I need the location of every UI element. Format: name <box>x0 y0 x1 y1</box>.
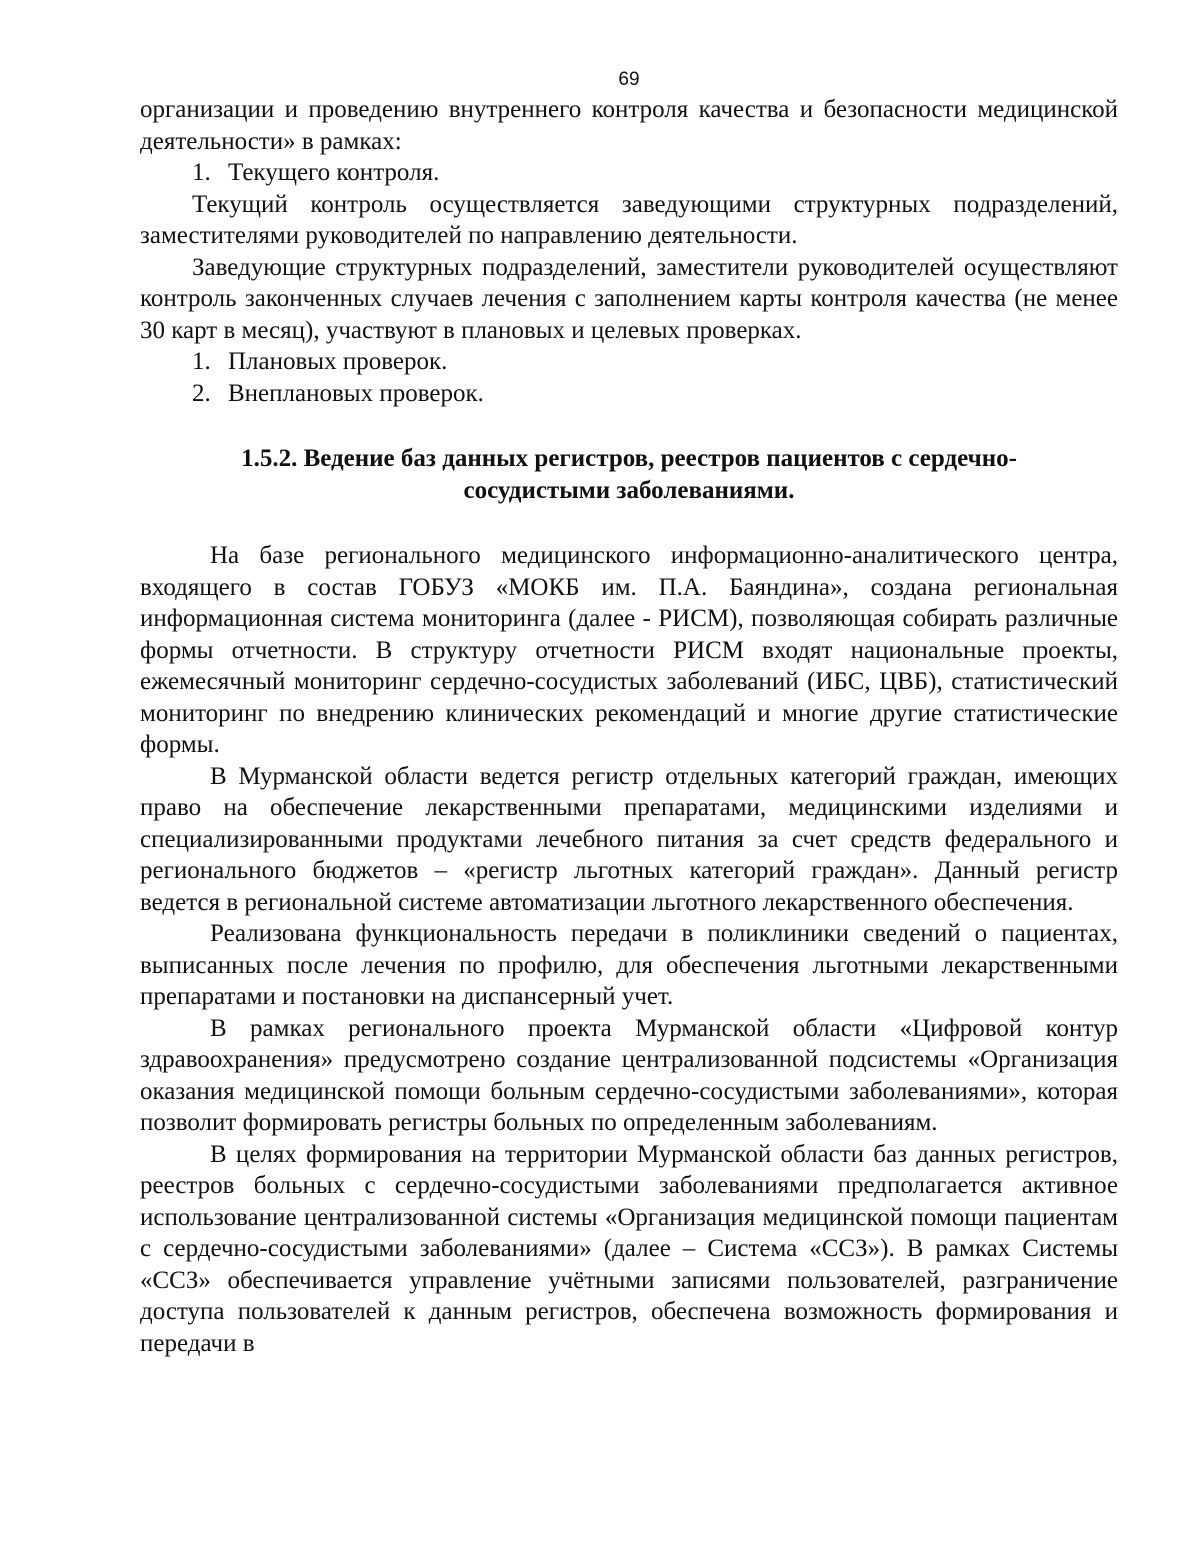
document-page <box>140 66 1118 1359</box>
list-item-text: Плановых проверок. <box>228 348 448 375</box>
section-heading: 1.5.2. Ведение баз данных регистров, реестров пациентов с сердечно-сосудистыми заболеваниями. <box>241 445 1017 504</box>
list-item <box>140 157 1118 189</box>
list-item-number: 1. <box>192 159 211 186</box>
paragraph-heads: Заведующие структурных подразделений, заместители руководителей осуществляют контроль законченных случаев лечения с заполнением карты контроля качества (не менее 30 карт в месяц), участвуют в плановых и целевых проверках. <box>140 253 1118 344</box>
body-paragraph: В Мурманской области ведется регистр отдельных категорий граждан, имеющих право на обеспечение лекарственными препаратами, медицинскими изделиями и специализированными продуктами лечебного питания за счет средств федерального и регионального бюджетов – «регистр льготных категорий граждан». Данный регистр ведется в региональной системе автоматизации льготного лекарственного обеспечения. <box>140 762 1118 916</box>
paragraph-current-control: Текущий контроль осуществляется заведующими структурных подразделений, заместителями руководителей по направлению деятельности. <box>140 190 1118 249</box>
body-paragraph: Реализована функциональность передачи в поликлиники сведений о пациентах, выписанных после лечения по профилю, для обеспечения льготными лекарственными препаратами и постановки на диспансерный учет. <box>140 920 1118 1010</box>
list-item-number: 2. <box>192 379 211 407</box>
list-item-text: Текущего контроля. <box>228 159 440 186</box>
list-item-text: Внеплановых проверок. <box>228 379 484 407</box>
list-item <box>140 378 1118 410</box>
intro-paragraph: организации и проведению внутреннего контроля качества и безопасности медицинской деятельности» в рамках: <box>140 96 1118 155</box>
list-item-number: 1. <box>192 348 211 375</box>
body-paragraph: В целях формирования на территории Мурманской области баз данных регистров, реестров больных с сердечно-сосудистыми заболеваниями предполагается активное использование централизованной системы «Организация медицинской помощи пациентам с сердечно-сосудистыми заболеваниями» (далее – Система «ССЗ»). В рамках Системы «ССЗ» обеспечивается управление учётными записями пользователей, разграничение доступа пользователей к данным регистров, обеспечена возможность формирования и передачи в <box>140 1140 1118 1357</box>
page-number: 69 <box>618 69 640 90</box>
body-paragraph: На базе регионального медицинского информационно-аналитического центра, входящего в состав ГОБУЗ «МОКБ им. П.А. Баяндина», создана региональная информационная система мониторинга (далее - РИСМ), позволяющая собирать различные формы отчетности. В структуру отчетности РИСМ входят национальные проекты, ежемесячный мониторинг сердечно-сосудистых заболеваний (ИБС, ЦВБ), статистический мониторинг по внедрению клинических рекомендаций и многие другие статистические формы. <box>140 542 1118 758</box>
list-item <box>140 346 1118 378</box>
body-paragraph: В рамках регионального проекта Мурманской области «Цифровой контур здравоохранения» предусмотрено создание централизованной подсистемы «Организация оказания медицинской помощи больным сердечно-сосудистыми заболеваниями», которая позволит формировать регистры больных по определенным заболеваниям. <box>140 1014 1118 1136</box>
